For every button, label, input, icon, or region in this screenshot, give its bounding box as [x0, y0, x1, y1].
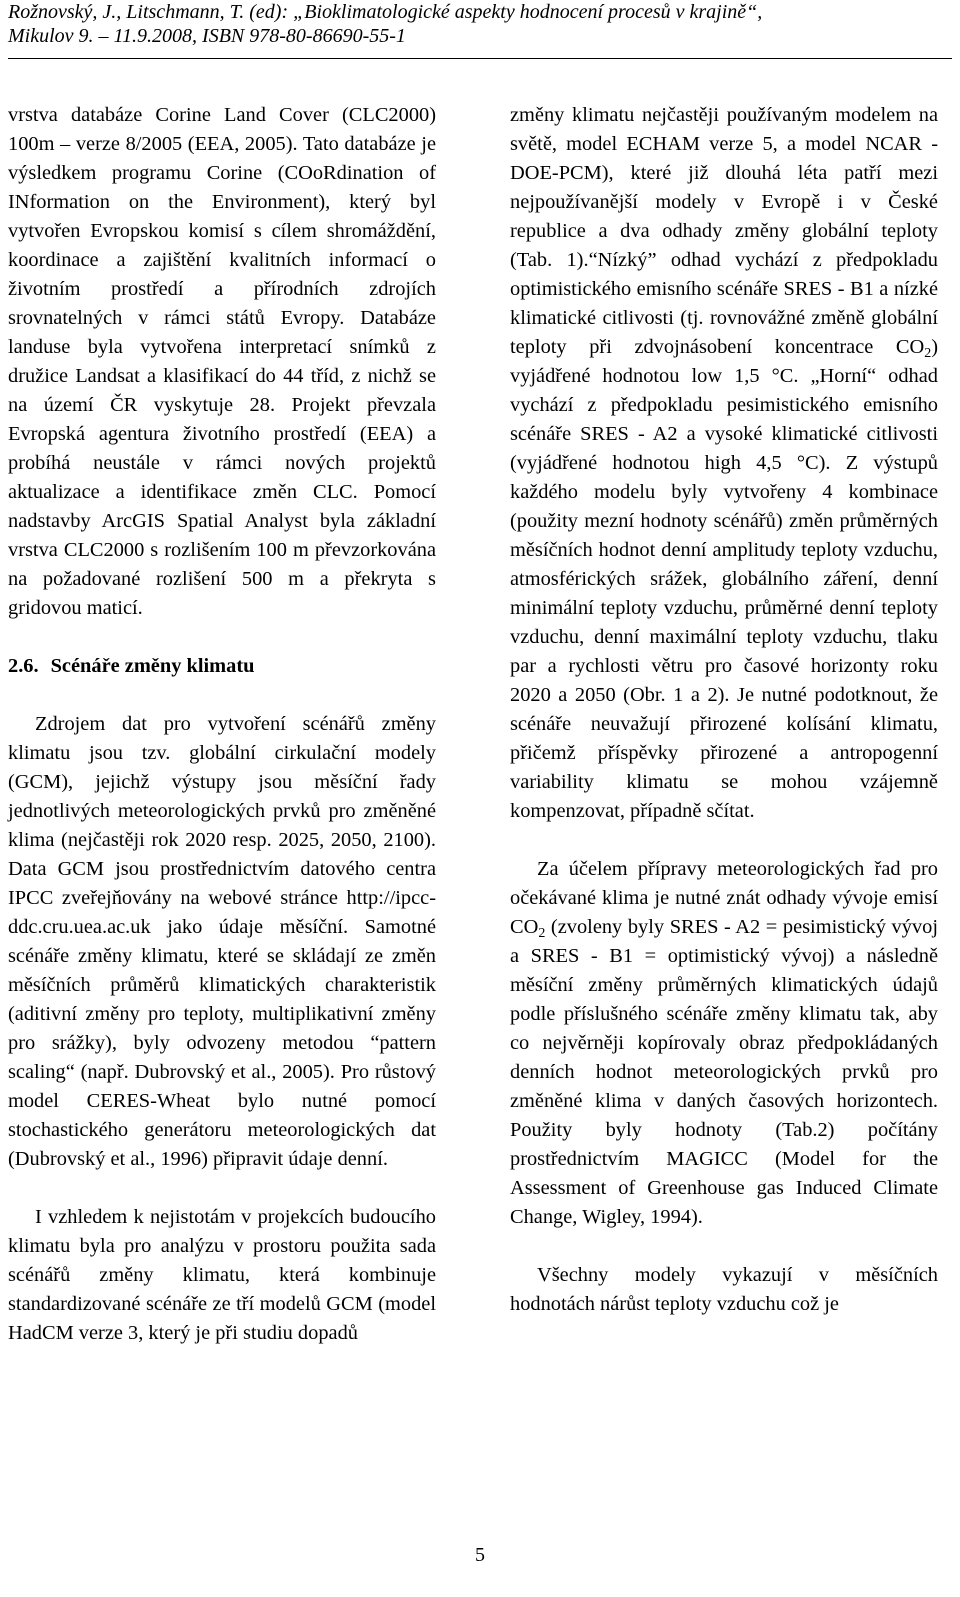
temperature-paragraph: Všechny modely vykazují v měsíčních hodnotách nárůst teploty vzduchu což je — [510, 1264, 938, 1315]
header-line-1: Rožnovský, J., Litschmann, T. (ed): „Bioklimatologické aspekty hodnocení procesů v krajině“, — [8, 1, 763, 23]
page-number: 5 — [475, 1544, 485, 1566]
models-paragraph: změny klimatu nejčastěji používaným modelem na světě, model ECHAM verze 5, a model NCAR - DOE-PCM), které již dlouhá léta patří mezi nejpoužívanější modely v Evropě i v České republice a dva odhady změny globální teploty (Tab. 1).“Nízký” odhad vychází z předpokladu optimistického emisního scénáře SRES - B1 a nízké klimatické citlivosti (tj. rovnovážné změně globální teploty při zdvojnásobení koncentrace $CO_2$) vyjádřené hodnotou low 1,5 °C. „Horní“ odhad vychází z předpokladu pesimistického emisního scénáře SRES - A2 a vysoké klimatické citlivosti (vyjádřené hodnotou high 4,5 °C). Z výstupů každého modelu byly vytvořeny 4 kombinace (použity mezní hodnoty scénářů) změn průměrných měsíčních hodnot denní amplitudy teploty vzduchu, atmosférických srážek, globálního záření, denní minimální teploty vzduchu, průměrné denní teploty vzduchu, denní maximální teploty vzduchu, tlaku par a rychlosti větru pro časové horizonty roku 2020 a 2050 (Obr. 1 a 2). Je nutné podotknout, že scénáře neuvažují přirozené kolísání klimatu, přičemž příspěvky přirozené a antropogenní variability klimatu se mohou vzájemně kompenzovat, případně sčítat. — [510, 104, 938, 822]
uncertainty-paragraph: I vzhledem k nejistotám v projekcích budoucího klimatu byla pro analýzu v prostoru použita sada scénářů změny klimatu, která kombinuje standardizované scénáře ze tří modelů GCM (model HadCM verze 3, který je při studiu dopadů — [8, 1206, 436, 1344]
emissions-paragraph: Za účelem přípravy meteorologických řad pro očekávané klima je nutné znát odhady vývoje emisí $CO_2$ (zvoleny byly SRES - A2 = pesimistický vývoj a SRES - B1 = optimistický vývoj) a následně měsíční změny průměrných klimatických údajů podle příslušného scénáře změny klimatu tak, aby co nejvěrněji kopírovaly obraz předpokládaných denních hodnot meteorologických prvků pro změněné klima v daných časových horizontech. Použity byly hodnoty (Tab.2) počítány prostřednictvím MAGICC (Model for the Assessment of Greenhouse gas Induced Climate Change, Wigley, 1994). — [510, 858, 938, 1228]
right-column — [510, 101, 938, 1319]
corine-paragraph: vrstva databáze Corine Land Cover (CLC2000) 100m – verze 8/2005 (EEA, 2005). Tato databáze je výsledkem programu Corine (COoRdination of INformation on the Environment), který byl vytvořen Evropskou komisí s cílem shromáždění, koordinace a zajištění kvalitních informací o životním prostředí a přírodních zdrojích srovnatelných v rámci států Evropy. Databáze landuse byla vytvořena interpretací snímků z družice Landsat a klasifikací do 44 tříd, z nichž se na území ČR vyskytuje 28. Projekt převzala Evropská agentura životního prostředí (EEA) a probíhá neustále v rámci nových projektů aktualizace a identifikace změn CLC. Pomocí nadstavby ArcGIS Spatial Analyst byla základní vrstva CLC2000 s rozlišením 100 m převzorkována na požadované rozlišení 500 m a překryta s gridovou maticí. — [8, 104, 436, 619]
section-number: 2.6. — [8, 655, 39, 677]
left-column — [8, 101, 436, 1348]
running-header — [8, 0, 952, 48]
section-title: Scénáře změny klimatu — [50, 655, 255, 677]
header-line-2: Mikulov 9. – 11.9.2008, ISBN 978-80-86690-55-1 — [8, 25, 406, 47]
gcm-paragraph: Zdrojem dat pro vytvoření scénářů změny klimatu jsou tzv. globální cirkulační modely (GCM), jejichž výstupy jsou měsíční řady jednotlivých meteorologických prvků pro změněné klima (nejčastěji rok 2020 resp. 2025, 2050, 2100). Data GCM jsou prostřednictvím datového centra IPCC zveřejňovány na webové stránce http://ipcc-ddc.cru.uea.ac.uk jako údaje měsíční. Samotné scénáře změny klimatu, které se skládají ze změn měsíčních průměrů klimatických charakteristik (aditivní změny pro teploty, multiplikativní změny pro srážky), byly odvozeny metodou “pattern scaling“ (např. Dubrovský et al., 2005). Pro růstový model CERES-Wheat bylo nutné pomocí stochastického generátoru meteorologických dat (Dubrovský et al., 1996) připravit údaje denní. — [8, 713, 436, 1170]
section-heading — [8, 652, 436, 681]
header-divider — [8, 58, 952, 59]
